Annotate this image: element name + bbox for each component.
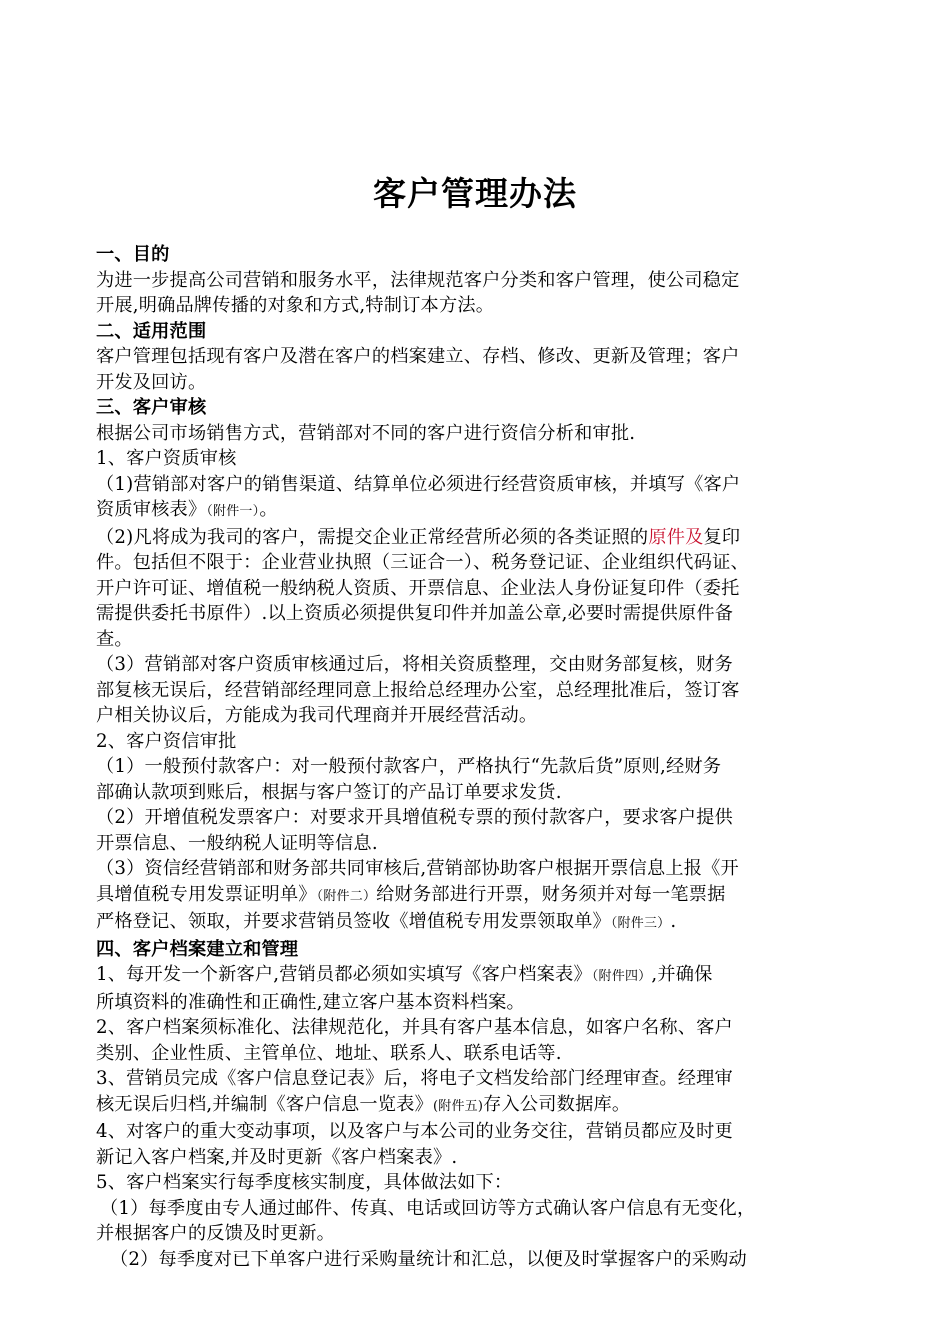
line-text: 所填资料的准确性和正确性,建立客户基本资料档案。 xyxy=(96,991,525,1013)
text-line xyxy=(96,729,886,755)
line-text: 三、客户审核 xyxy=(96,397,207,418)
line-text: 部确认款项到账后，根据与客户签订的产品订单要求发货. xyxy=(96,781,562,803)
line-text: 开户许可证、增值税一般纳税人资质、开票信息、企业法人身份证复印件（委托 xyxy=(96,577,740,599)
text-line xyxy=(96,1247,886,1273)
line-text: 查。 xyxy=(96,628,133,650)
text-line xyxy=(96,909,886,937)
line-text: 需提供委托书原件）.以上资质必须提供复印件并加盖公章,必要时需提供原件备 xyxy=(96,603,734,624)
line-text: 新记入客户档案,并及时更新《客户档案表》. xyxy=(96,1146,458,1168)
text-line xyxy=(96,550,886,576)
attachment-reference: (附件五) xyxy=(432,1098,484,1114)
line-text: （1）每季度由专人通过邮件、传真、电话或回访等方式确认客户信息有无变化， xyxy=(100,1197,756,1219)
line-text: 二、适用范围 xyxy=(96,320,207,342)
line-text: （3）资信经营销部和财务部共同审核后,营销部协助客户根据开票信息上报《开 xyxy=(96,858,739,879)
document-body xyxy=(96,242,886,1272)
line-text-tail: 复印 xyxy=(703,526,741,548)
line-text: （2)凡将成为我司的客户，需提交企业正常经营所必须的各类证照的 xyxy=(96,526,649,548)
text-line xyxy=(96,268,886,294)
line-text: 严格登记、领取，并要求营销员签收《增值税专用发票领取单》 xyxy=(96,911,611,932)
text-line xyxy=(96,472,886,498)
attachment-reference: （附件二） xyxy=(316,888,377,904)
text-line xyxy=(96,627,886,653)
line-text: 类别、企业性质、主管单位、地址、联系人、联系电话等. xyxy=(96,1042,562,1064)
line-text-tail: ,并确保 xyxy=(651,964,713,985)
text-line xyxy=(96,344,886,370)
line-text-tail: 存入公司数据库。 xyxy=(483,1093,631,1115)
line-text: 四、客户档案建立和管理 xyxy=(96,938,299,960)
line-text: （2）每季度对已下单客户进行采购量统计和汇总，以便及时掌握客户的采购动 xyxy=(110,1248,747,1270)
line-text: 1、每开发一个新客户,营销员都必须如实填写《客户档案表》 xyxy=(96,964,592,985)
line-text: 件。包括但不限于：企业营业执照（三证合一）、税务登记证、企业组织代码证、 xyxy=(96,552,749,573)
line-text: （3）营销部对客户资质审核通过后，将相关资质整理，交由财务部复核，财务 xyxy=(96,654,733,675)
line-text: （1)营销部对客户的销售渠道、结算单位必须进行经营资质审核，并填写《客户 xyxy=(96,473,741,495)
line-text: 核无误后归档,并编制《客户信息一览表》 xyxy=(96,1093,433,1115)
text-line xyxy=(96,962,886,990)
text-line xyxy=(96,703,886,729)
line-text-tail: . xyxy=(670,911,677,932)
line-text: 资质审核表》 xyxy=(96,499,207,520)
document-title: 客户管理办法 xyxy=(373,174,577,213)
text-line xyxy=(96,652,886,678)
line-text: 并根据客户的反馈及时更新。 xyxy=(96,1223,336,1244)
text-line xyxy=(96,856,886,882)
attachment-reference: （附件四） xyxy=(591,969,652,984)
line-text: 2、客户档案须标准化、法律规范化，并具有客户基本信息，如客户名称、客户 xyxy=(96,1017,733,1038)
text-line xyxy=(96,1066,886,1092)
text-line xyxy=(96,1041,886,1067)
attachment-reference: （附件三） xyxy=(610,916,671,931)
text-line xyxy=(96,1196,886,1222)
text-line xyxy=(96,497,886,525)
highlighted-text: 原件及 xyxy=(648,526,704,548)
text-line xyxy=(96,576,886,602)
text-line xyxy=(96,446,886,472)
text-line xyxy=(96,525,886,551)
text-line xyxy=(96,754,886,780)
line-text: 3、营销员完成《客户信息登记表》后，将电子文档发给部门经理审查。经理审 xyxy=(96,1068,733,1089)
text-line xyxy=(96,293,886,319)
text-line xyxy=(96,601,886,627)
line-text: 4、对客户的重大变动事项，以及客户与本公司的业务交往，营销员都应及时更 xyxy=(96,1121,733,1142)
line-text: 具增值税专用发票证明单》 xyxy=(96,883,317,905)
text-line xyxy=(96,1119,886,1145)
line-text: 5、客户档案实行每季度核实制度，具体做法如下： xyxy=(96,1172,513,1193)
line-text: （2）开增值税发票客户：对要求开具增值税专票的预付款客户，要求客户提供 xyxy=(96,807,733,828)
line-text: 一、目的 xyxy=(96,244,170,265)
line-text-tail: 。 xyxy=(259,499,278,520)
text-line xyxy=(96,990,886,1016)
text-line xyxy=(96,882,886,910)
line-text: 部复核无误后，经营销部经理同意上报给总经理办公室，总经理批准后，签订客 xyxy=(96,679,740,701)
line-text: （1）一般预付款客户：对一般预付款客户，严格执行“先款后货”原则,经财务 xyxy=(96,756,722,777)
line-text: 客户管理包括现有客户及潜在客户的档案建立、存档、修改、更新及管理；客户 xyxy=(96,346,740,367)
text-line xyxy=(96,805,886,831)
section-heading xyxy=(96,319,886,345)
section-heading xyxy=(96,242,886,268)
line-text: 为进一步提高公司营销和服务水平，法律规范客户分类和客户管理，使公司稳定 xyxy=(96,269,740,291)
line-text: 1、客户资质审核 xyxy=(96,448,237,469)
text-line xyxy=(96,421,886,447)
text-line xyxy=(96,831,886,857)
text-line xyxy=(96,1170,886,1196)
line-text: 2、客户资信审批 xyxy=(96,730,237,752)
text-line xyxy=(96,1015,886,1041)
text-line xyxy=(96,1221,886,1247)
section-heading xyxy=(96,395,886,421)
line-text: 户相关协议后，方能成为我司代理商并开展经营活动。 xyxy=(96,705,538,726)
attachment-reference: （附件一） xyxy=(206,504,260,519)
line-text: 开展,明确品牌传播的对象和方式,特制订本方法。 xyxy=(96,295,495,316)
text-line xyxy=(96,1145,886,1171)
text-line xyxy=(96,370,886,396)
text-line xyxy=(96,1092,886,1120)
text-line xyxy=(96,780,886,806)
line-text: 开票信息、一般纳税人证明等信息. xyxy=(96,832,378,854)
line-text-tail: 给财务部进行开票，财务须并对每一笔票据 xyxy=(376,883,726,905)
section-heading xyxy=(96,937,886,963)
text-line xyxy=(96,678,886,704)
line-text: 开发及回访。 xyxy=(96,371,207,393)
line-text: 根据公司市场销售方式，营销部对不同的客户进行资信分析和审批. xyxy=(96,422,636,444)
